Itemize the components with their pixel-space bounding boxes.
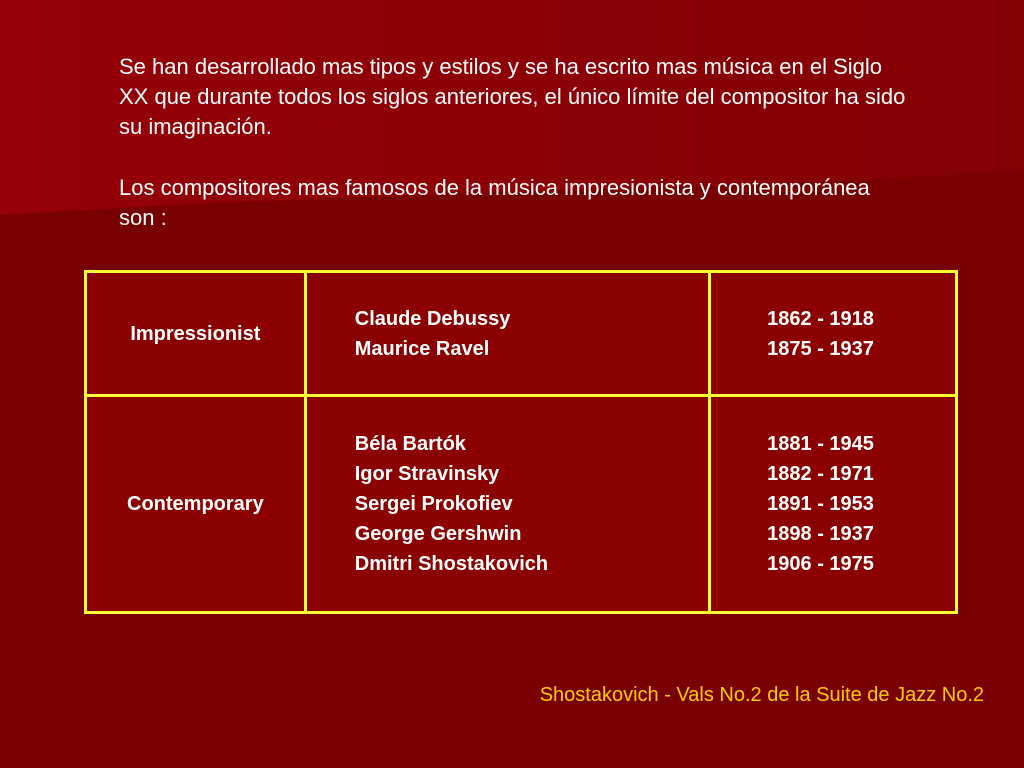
composer-dates: 1898 - 1937 (767, 523, 874, 545)
intro-paragraph-2: Los compositores mas famosos de la música impresionista y contemporánea son : (119, 175, 870, 230)
composer-name: Béla Bartók (354, 433, 466, 455)
composer-dates: 1881 - 1945 (767, 433, 874, 455)
composer-name: George Gershwin (354, 523, 522, 545)
composers-table (84, 270, 958, 614)
composer-name: Sergei Prokofiev (354, 493, 513, 515)
composer-names-impressionist (305, 272, 709, 396)
table-row-impressionist (86, 272, 957, 396)
composer-dates: 1862 - 1918 (767, 307, 874, 330)
intro-text (119, 52, 909, 233)
composer-name: Igor Stravinsky (354, 463, 500, 485)
music-credit-link[interactable]: Shostakovich - Vals No.2 de la Suite de Jazz No.2 (539, 684, 984, 706)
composer-dates-contemporary (710, 396, 957, 613)
table-row-contemporary (86, 396, 957, 613)
composer-names-contemporary (305, 396, 709, 613)
composer-dates-impressionist (710, 272, 957, 396)
period-label-impressionist: Impressionist (86, 272, 306, 396)
composer-dates: 1906 - 1975 (767, 553, 874, 575)
composer-name: Dmitri Shostakovich (354, 553, 549, 575)
composer-name: Maurice Ravel (354, 337, 490, 360)
composer-dates: 1882 - 1971 (767, 463, 874, 485)
period-label-contemporary: Contemporary (86, 396, 306, 613)
composer-dates: 1891 - 1953 (767, 493, 874, 515)
composer-dates: 1875 - 1937 (767, 337, 874, 360)
intro-paragraph-1: Se han desarrollado mas tipos y estilos y se ha escrito mas música en el Siglo XX que durante todos los siglos anteriores, el único límite del compositor ha sido su imaginación. (119, 54, 906, 139)
composer-name: Claude Debussy (354, 307, 511, 330)
